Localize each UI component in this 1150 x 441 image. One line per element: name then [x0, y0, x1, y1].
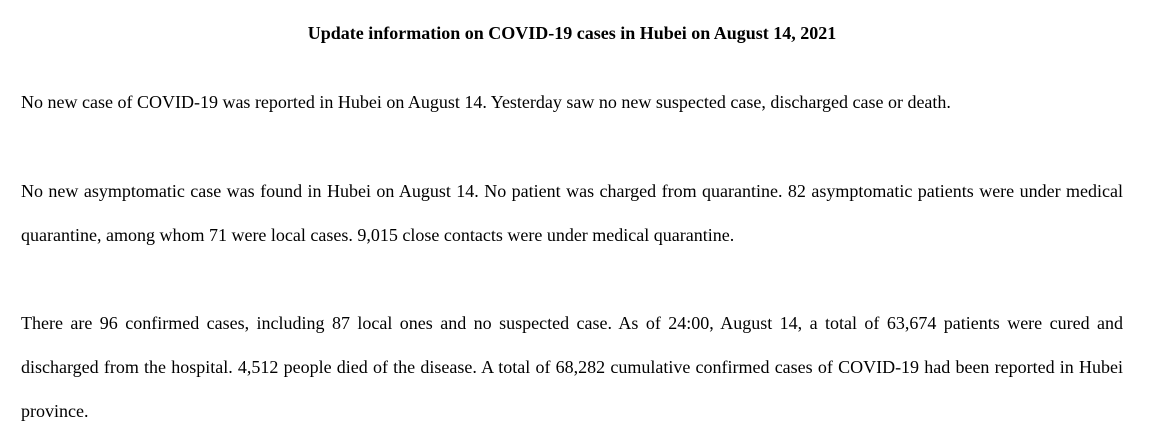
paragraph-cumulative-totals: There are 96 confirmed cases, including 87 local ones and no suspected case. As of 24:00, August 14, a total of 63,674 patients were cured and discharged from the hospital. 4,512 people died of the disease. A total of 68,282 cumulative confirmed cases of COVID-19 had been reported in Hubei province. — [21, 313, 1123, 421]
document-title: Update information on COVID-19 cases in Hubei on August 14, 2021 — [307, 23, 837, 43]
paragraph-new-cases: No new case of COVID-19 was reported in Hubei on August 14. Yesterday saw no new suspected case, discharged case or death. — [21, 92, 951, 112]
paragraph-asymptomatic-cases: No new asymptomatic case was found in Hubei on August 14. No patient was charged from quarantine. 82 asymptomatic patients were under medical quarantine, among whom 71 were local cases. 9,015 close contacts were under medical quarantine. — [21, 181, 1123, 245]
